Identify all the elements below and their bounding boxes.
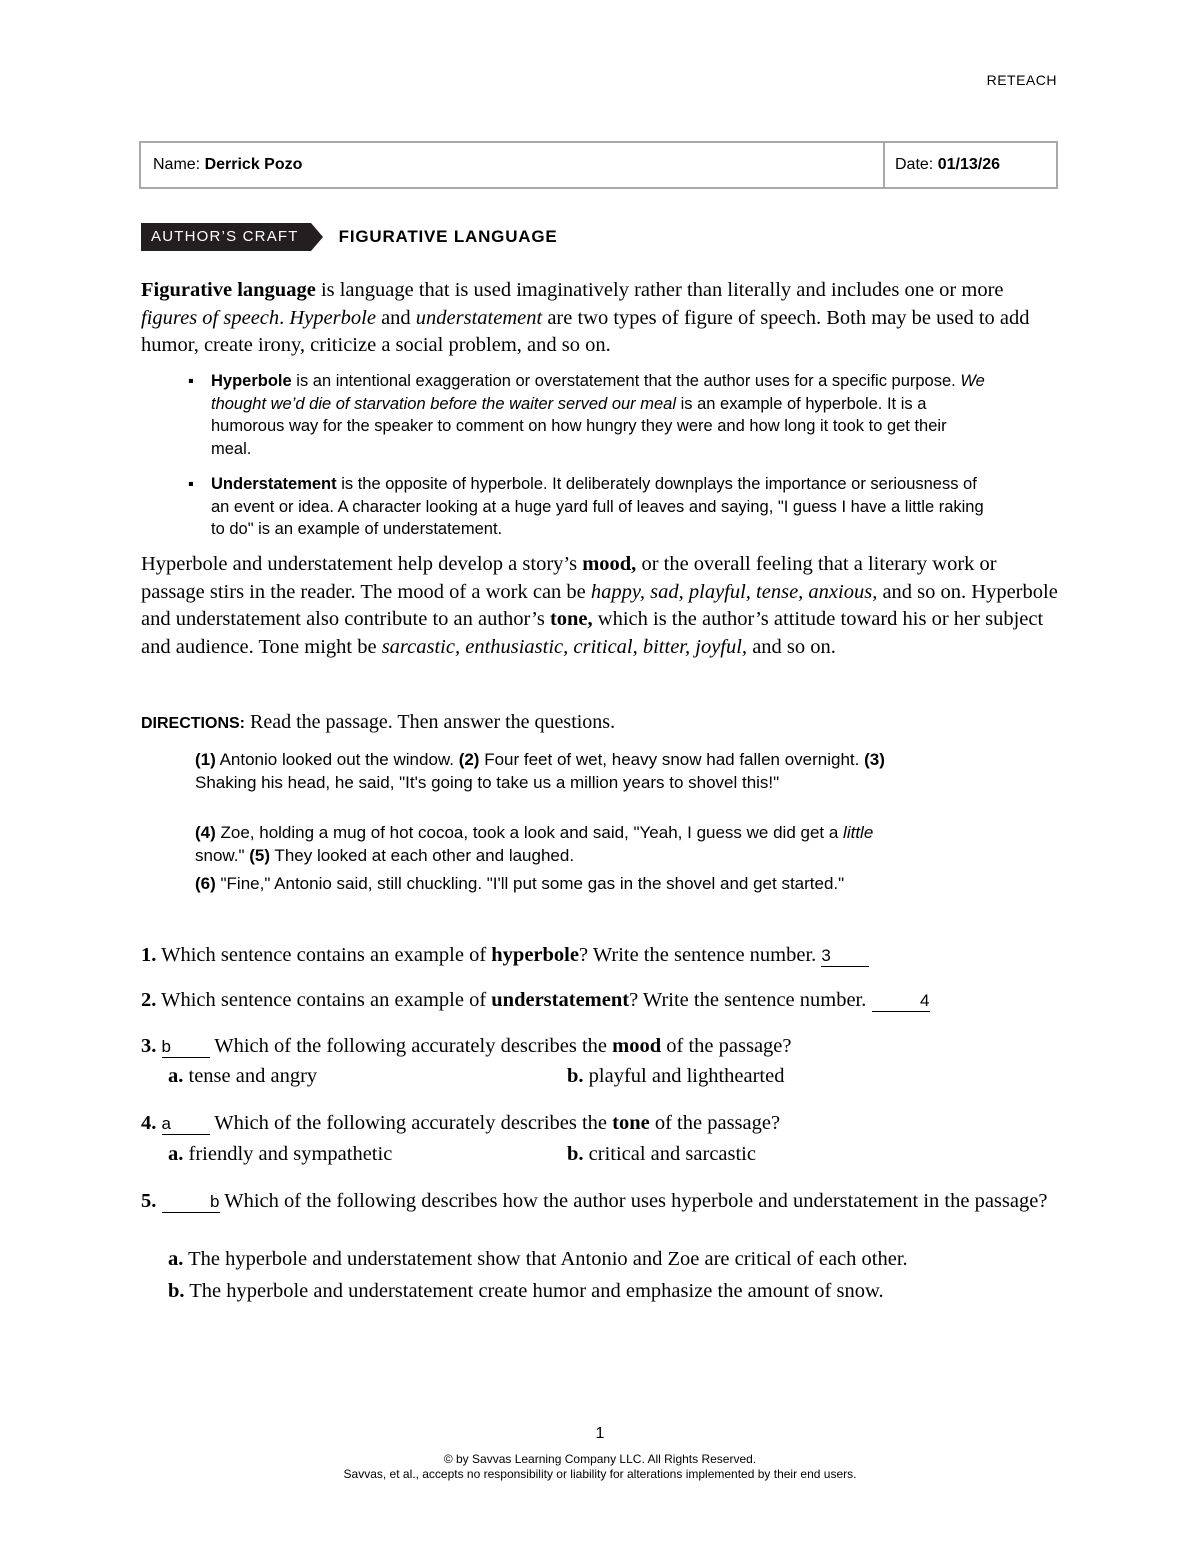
question-number: 4.: [141, 1112, 157, 1134]
copyright-line: © by Savvas Learning Company LLC. All Rights Reserved.: [443, 1452, 757, 1466]
answer-blank-5[interactable]: b: [162, 1192, 220, 1213]
question-4: [141, 1110, 1061, 1137]
sentence-number: (6): [195, 874, 216, 893]
question-2: [141, 987, 1061, 1014]
option-label: b.: [168, 1280, 185, 1302]
q4-option-b: [567, 1143, 756, 1166]
option-text: The hyperbole and understatement show that Antonio and Zoe are critical of each other.: [183, 1248, 908, 1270]
mood-examples: happy, sad, playful, tense, anxious,: [590, 580, 878, 603]
question-keyword: understatement: [491, 989, 630, 1011]
bullet-text: is an intentional exaggeration or overstatement that the author uses for a specific purpose.: [291, 372, 961, 390]
directions: [141, 711, 615, 734]
sentence-number: (1): [195, 750, 216, 769]
passage-paragraph-1: [195, 748, 895, 794]
answer-blank-3[interactable]: b: [162, 1037, 210, 1058]
directions-text: Read the passage. Then answer the questions.: [245, 711, 616, 733]
question-keyword: mood: [612, 1035, 662, 1057]
section-header: [141, 223, 558, 251]
badge-arrow-icon: [311, 223, 323, 251]
bullet-text: is an example of hyperbole. It is a humorous way for the speaker to comment on how hungry they were and how long it took to get their meal.: [211, 394, 947, 458]
bullet-term: Hyperbole: [211, 372, 292, 390]
term-hyperbole: Hyperbole: [289, 306, 376, 329]
question-3: [141, 1033, 1061, 1060]
q3-option-b: [567, 1065, 784, 1088]
option-text: playful and lighthearted: [583, 1065, 785, 1087]
q3-option-a: [168, 1065, 317, 1088]
question-keyword: tone: [612, 1112, 650, 1134]
sentence: Four feet of wet, heavy snow had fallen overnight.: [479, 750, 865, 769]
question-text: Which of the following accurately describes the: [209, 1035, 613, 1057]
page-number: 1: [595, 1425, 605, 1442]
sentence: Shaking his head, he said, "It's going to take us a million years to shovel this!": [195, 773, 780, 792]
option-text: critical and sarcastic: [583, 1143, 756, 1165]
sentence: They looked at each other and laughed.: [270, 846, 575, 865]
sentence: Antonio looked out the window.: [215, 750, 459, 769]
question-text: Which of the following accurately describes the: [209, 1112, 613, 1134]
question-text: Which sentence contains an example of: [156, 944, 492, 966]
sentence-number: (2): [458, 750, 480, 769]
mood-text: Hyperbole and understatement help develop a story’s: [141, 553, 583, 575]
term-figures-of-speech: figures of speech: [141, 306, 280, 329]
intro-text: are two types of figure of speech. Both may be used to add humor, create irony, criticize a social problem, and so on.: [141, 306, 1030, 356]
question-text: Which of the following describes how the author uses hyperbole and understatement in the passage?: [219, 1190, 1048, 1212]
bullet-text: is the opposite of hyperbole. It deliberately downplays the importance or seriousness of an event or idea. A character looking at a huge yard full of leaves and saying, "I guess I have a little raking to do" is an example of understatement.: [211, 475, 984, 538]
question-text: Which sentence contains an example of: [156, 989, 492, 1011]
option-text: tense and angry: [183, 1065, 318, 1087]
passage-paragraph-3: [195, 872, 895, 895]
answer-blank-4[interactable]: a: [162, 1114, 210, 1135]
option-text: friendly and sympathetic: [183, 1143, 393, 1165]
date-value[interactable]: 01/13/26: [937, 156, 1000, 173]
option-label: b.: [567, 1143, 584, 1165]
passage-paragraph-2: [195, 821, 895, 867]
bullet-example: We thought we’d die of starvation before the waiter served our meal: [211, 372, 985, 413]
bullet-icon: ▪: [188, 372, 194, 390]
list-item-understatement: [188, 473, 988, 541]
answer-blank-2[interactable]: 4: [872, 991, 930, 1012]
sentence-number: (5): [249, 846, 271, 865]
q5-option-b: [168, 1280, 884, 1303]
mood-text: and so on. Hyperbole and understatement also contribute to an author’s: [141, 580, 1058, 630]
question-number: 2.: [141, 989, 157, 1011]
mood-text: which is the author’s attitude toward his or her subject and audience. Tone might be: [141, 608, 1044, 658]
question-number: 3.: [141, 1035, 157, 1057]
worksheet-type-label: RETEACH: [986, 72, 1057, 88]
option-label: a.: [168, 1065, 184, 1087]
question-5: [141, 1188, 1060, 1215]
intro-text: is language that is used imaginatively rather than literally and includes one or more: [315, 279, 1004, 301]
sentence-emphasis: little: [843, 823, 874, 842]
term-figurative-language: Figurative language: [141, 279, 316, 301]
option-label: a.: [168, 1248, 184, 1270]
question-text: of the passage?: [649, 1112, 781, 1134]
bullet-term: Understatement: [211, 475, 337, 493]
sentence-number: (3): [864, 750, 885, 769]
question-text: of the passage?: [661, 1035, 792, 1057]
sentence: snow.": [195, 846, 250, 865]
intro-text: and: [375, 306, 416, 329]
date-field[interactable]: [885, 143, 1056, 187]
date-label: Date:: [895, 156, 934, 173]
list-item-hyperbole: [188, 370, 988, 460]
question-text: ? Write the sentence number.: [629, 989, 872, 1011]
name-label: Name:: [153, 156, 201, 173]
option-label: a.: [168, 1143, 184, 1165]
option-text: The hyperbole and understatement create humor and emphasize the amount of snow.: [184, 1280, 884, 1302]
name-value[interactable]: Derrick Pozo: [204, 156, 303, 173]
sentence: "Fine," Antonio said, still chuckling. "I'll put some gas in the shovel and get started.": [215, 874, 845, 893]
directions-label: DIRECTIONS:: [141, 715, 245, 732]
q5-option-a: [168, 1248, 908, 1271]
mood-text: and so on.: [747, 635, 836, 658]
term-mood: mood,: [582, 553, 637, 575]
sentence: Zoe, holding a mug of hot cocoa, took a look and said, "Yeah, I guess we did get a: [215, 823, 844, 842]
intro-text: .: [279, 306, 290, 329]
term-understatement: understatement: [415, 306, 543, 329]
question-number: 1.: [141, 944, 157, 966]
tone-examples: sarcastic, enthusiastic, critical, bitter, joyful,: [381, 635, 748, 658]
disclaimer-line: Savvas, et al., accepts no responsibility or liability for alterations implemented by their end users.: [343, 1467, 857, 1481]
question-number: 5.: [141, 1190, 157, 1212]
option-label: b.: [567, 1065, 584, 1087]
copyright-footer: [0, 1452, 1200, 1482]
authors-craft-badge: AUTHOR’S CRAFT: [141, 223, 311, 251]
name-field[interactable]: [141, 143, 885, 187]
question-1: [141, 942, 1061, 969]
question-keyword: hyperbole: [491, 944, 579, 966]
term-tone: tone,: [549, 608, 593, 630]
intro-paragraph: [141, 277, 1061, 360]
name-date-box: [139, 141, 1058, 189]
bullet-icon: ▪: [188, 475, 194, 493]
mood-text: or the overall feeling that a literary work or passage stirs in the reader. The mood of a work can be: [141, 553, 997, 603]
question-text: ? Write the sentence number.: [578, 944, 822, 966]
q4-option-a: [168, 1143, 392, 1166]
sentence-number: (4): [195, 823, 216, 842]
answer-blank-1[interactable]: 3: [821, 946, 869, 967]
mood-tone-paragraph: [141, 551, 1061, 661]
section-title: FIGURATIVE LANGUAGE: [338, 227, 558, 246]
